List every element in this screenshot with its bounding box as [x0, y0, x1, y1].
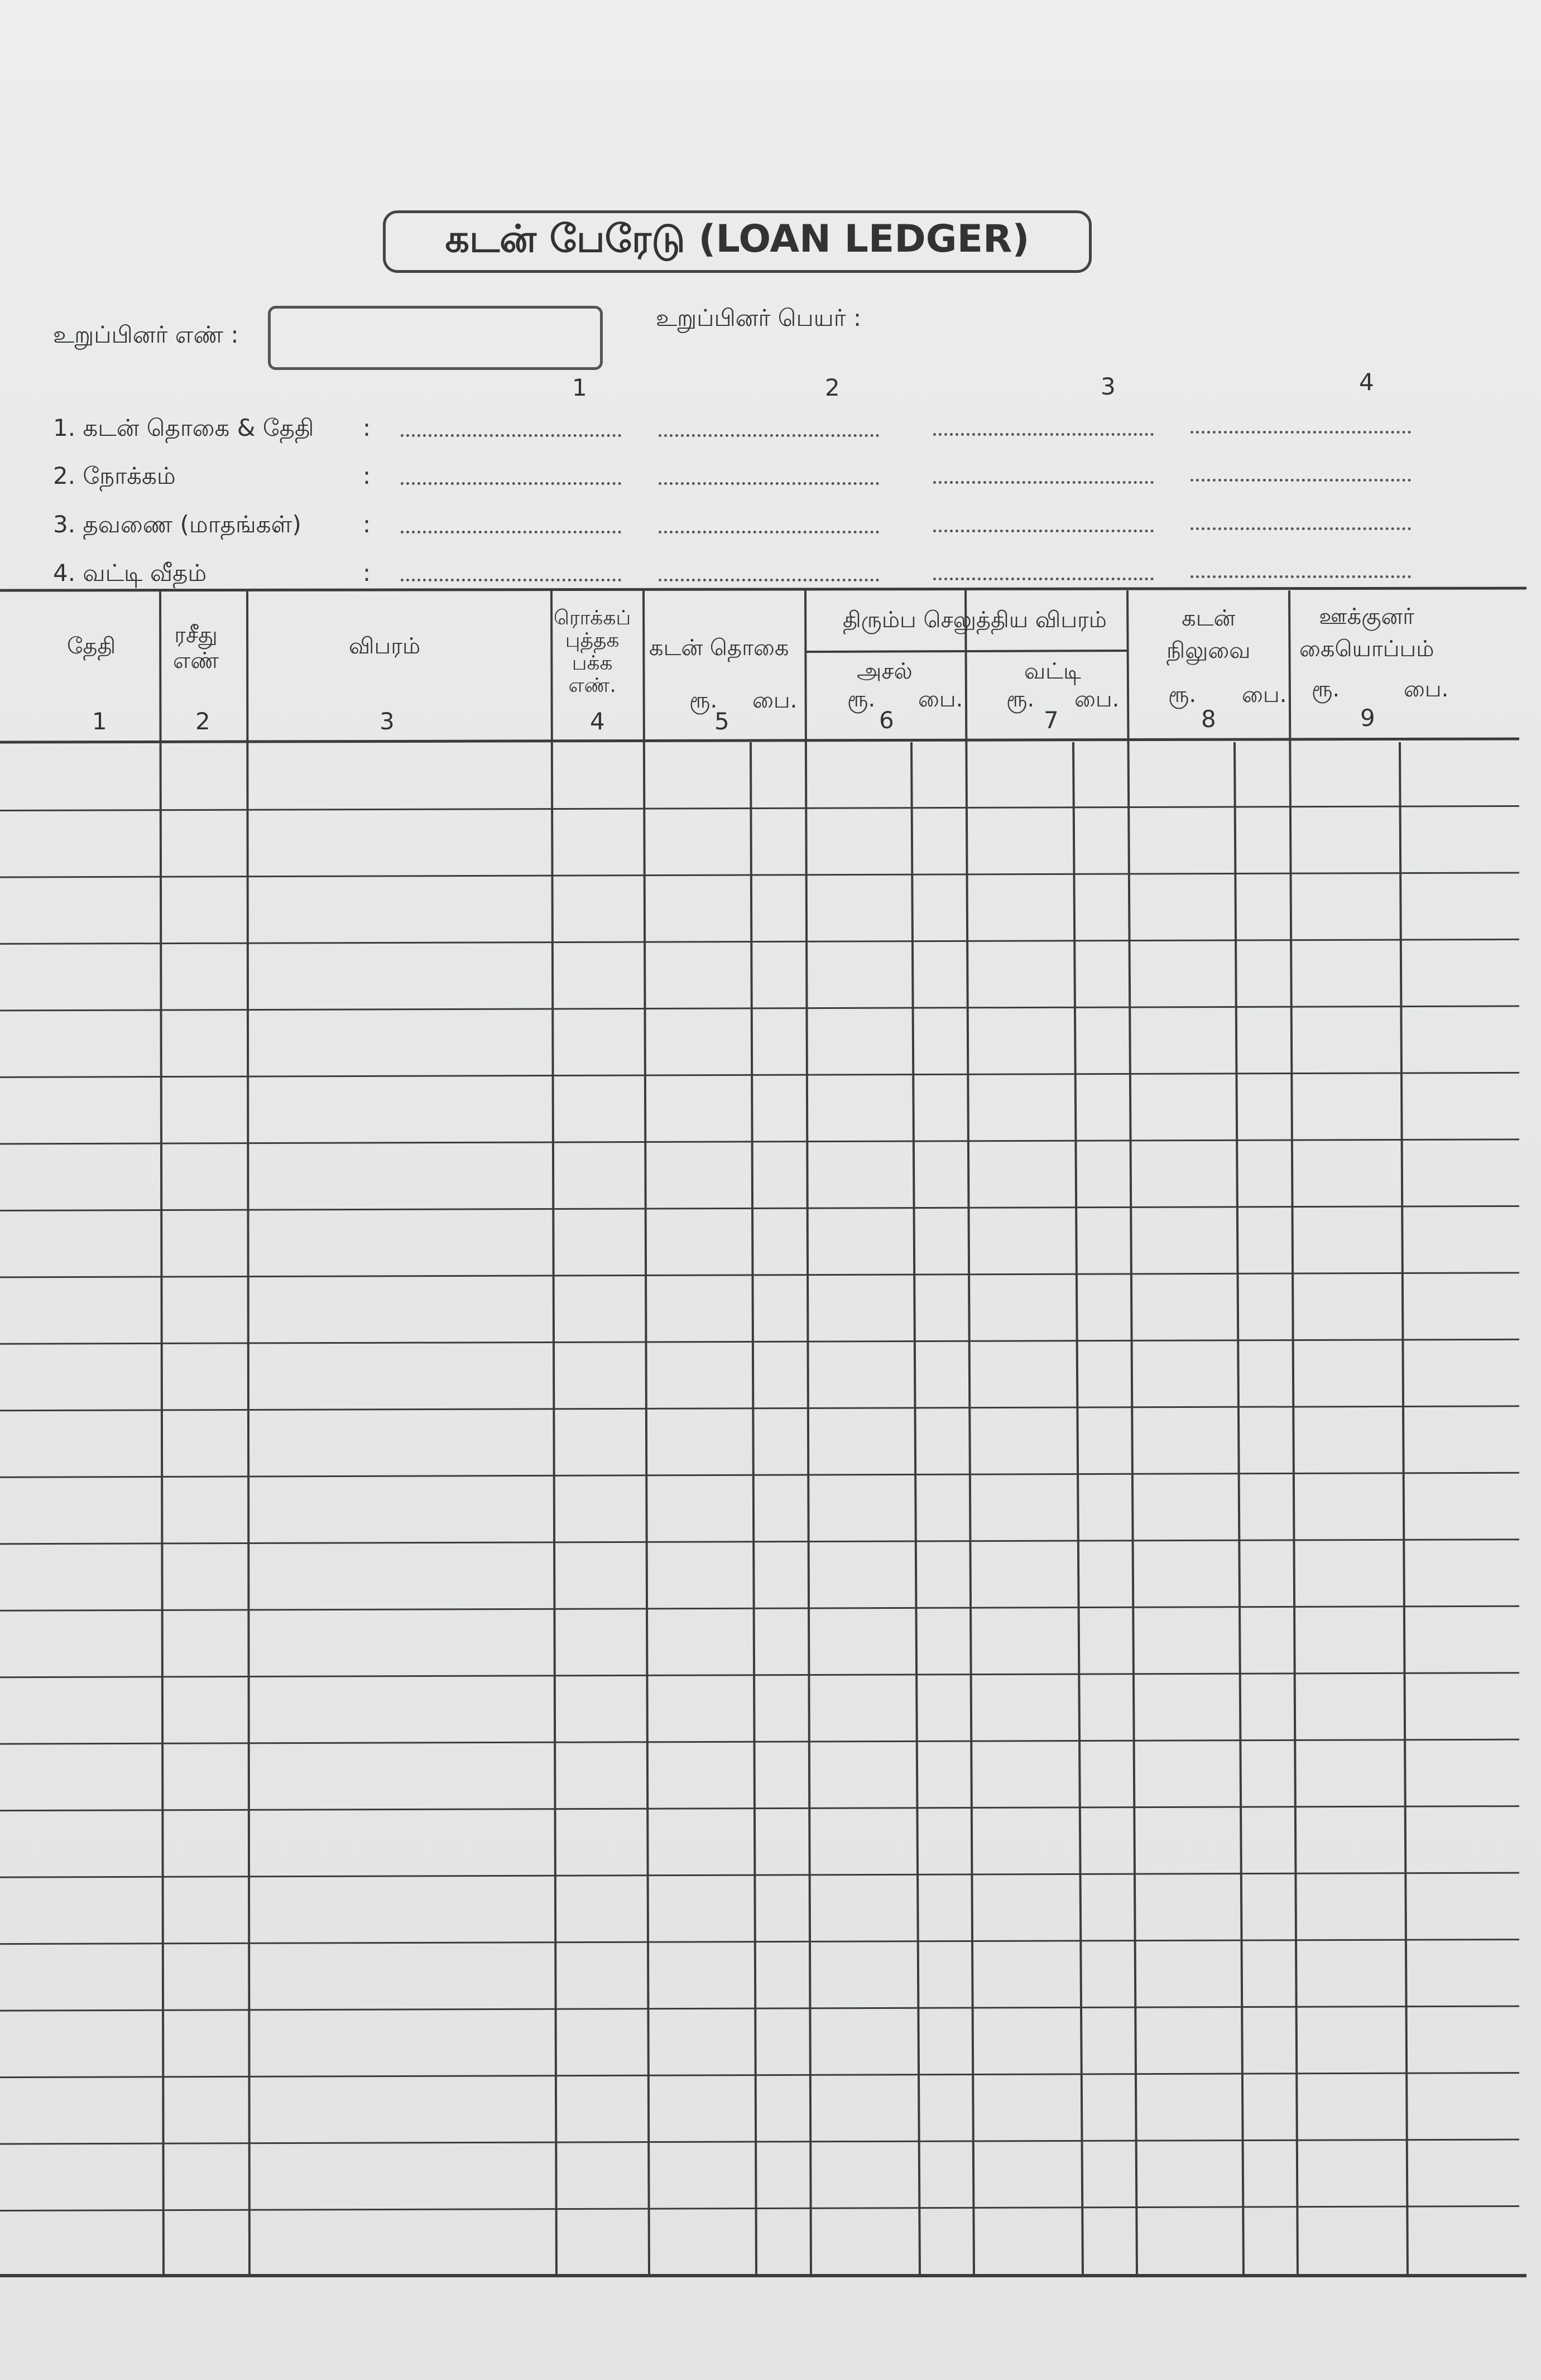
column-divider — [160, 590, 164, 2276]
table-row-line — [0, 1406, 1519, 1411]
rupee-paise-divider — [1073, 742, 1083, 2276]
paise-label: பை. — [752, 687, 798, 713]
loan-field-colon: : — [363, 511, 371, 538]
header-loan-amount: கடன் தொகை — [649, 635, 789, 661]
table-row-line — [0, 1940, 1519, 1944]
table-row-line — [0, 1606, 1519, 1610]
column-number: 3 — [380, 708, 395, 735]
header-interest: வட்டி — [1024, 658, 1081, 684]
loan-column-number: 2 — [825, 374, 840, 401]
paise-label: பை. — [1242, 682, 1287, 708]
header-loan-balance: கடன் நிலுவை — [1166, 605, 1251, 663]
table-row-line — [0, 2073, 1519, 2078]
header-principal: அசல் — [857, 658, 913, 684]
loan-field-label: 1. கடன் தொகை & தேதி — [53, 414, 314, 441]
column-number: 8 — [1201, 705, 1216, 733]
member-number-label: உறுப்பினர் எண் : — [53, 321, 239, 348]
column-divider — [1127, 590, 1137, 2276]
table-row-line — [0, 1739, 1519, 1744]
header-date: தேதி — [67, 633, 116, 659]
header-promoter-signature: ஊக்குனர் கையொப்பம் — [1299, 604, 1434, 662]
table-row-line — [0, 1339, 1519, 1344]
member-name-label: உறுப்பினர் பெயர் : — [656, 304, 862, 331]
loan-field-label: 4. வட்டி வீதம் — [53, 559, 207, 586]
header-cashbook-page: ரொக்கப் புத்தக பக்க எண். — [554, 607, 631, 697]
rupee-label: ரூ. — [1312, 676, 1340, 702]
loan-field-label: 3. தவணை (மாதங்கள்) — [53, 511, 301, 538]
table-row-line — [0, 2206, 1519, 2211]
paise-label: பை. — [1404, 676, 1449, 702]
table-row-line — [0, 2139, 1519, 2144]
column-divider — [644, 590, 649, 2276]
column-number: 7 — [1044, 706, 1059, 734]
loan-field-colon: : — [363, 462, 371, 489]
table-row-line — [0, 1873, 1519, 1877]
column-number: 9 — [1360, 704, 1375, 732]
header-repayment: திரும்ப செலுத்திய விபரம் — [843, 607, 1107, 633]
rupee-label: ரூ. — [1168, 682, 1197, 708]
paise-label: பை. — [1074, 686, 1120, 712]
paise-label: பை. — [918, 686, 963, 712]
column-divider — [1289, 590, 1298, 2276]
rupee-label: ரூ. — [1006, 686, 1035, 712]
table-top-border — [0, 588, 1526, 590]
rupee-label: ரூ. — [847, 686, 876, 712]
rupee-paise-divider — [911, 742, 920, 2276]
page-title: கடன் பேரேடு (LOAN LEDGER) — [445, 217, 1030, 261]
header-receipt: ரசீது எண் — [173, 622, 219, 674]
table-row-line — [0, 1806, 1519, 1811]
rupee-label: ரூ. — [689, 687, 718, 713]
column-divider — [966, 590, 974, 2276]
rupee-paise-divider — [1235, 742, 1244, 2276]
table-row-line — [0, 1673, 1519, 1677]
loan-column-number: 4 — [1359, 368, 1374, 396]
column-divider — [805, 590, 811, 2276]
loan-column-number: 1 — [572, 374, 587, 401]
table-row-line — [0, 1473, 1519, 1477]
column-number: 4 — [590, 708, 605, 735]
rupee-paise-divider — [751, 742, 756, 2276]
column-number: 6 — [879, 706, 894, 734]
column-number: 1 — [92, 708, 107, 735]
column-number: 2 — [195, 708, 210, 735]
table-row-line — [0, 1540, 1519, 1544]
table-row-line — [0, 2006, 1519, 2011]
column-number: 5 — [714, 708, 729, 735]
header-details: விபரம் — [349, 633, 421, 659]
column-divider — [551, 590, 556, 2276]
loan-field-colon: : — [363, 559, 371, 586]
rupee-paise-divider — [1400, 742, 1408, 2276]
loan-field-colon: : — [363, 414, 371, 441]
table-row-line — [0, 1273, 1519, 1277]
column-divider — [247, 590, 249, 2276]
header-bottom-border — [0, 739, 1519, 742]
loan-column-number: 3 — [1101, 373, 1116, 400]
loan-field-label: 2. நோக்கம் — [53, 462, 176, 489]
